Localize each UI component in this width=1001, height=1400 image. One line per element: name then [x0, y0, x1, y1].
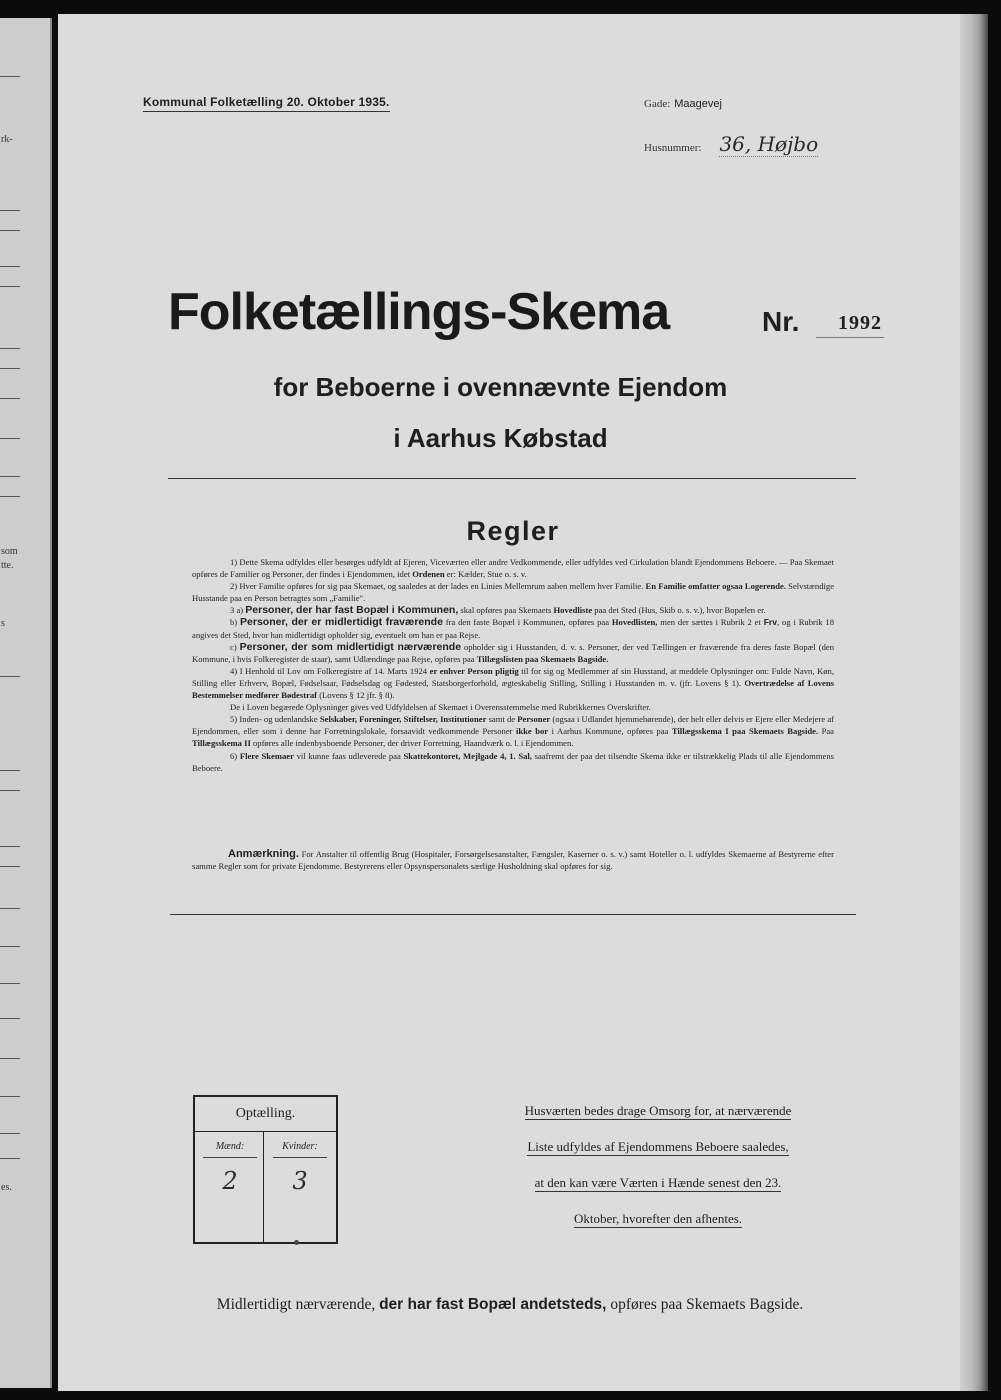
rule-3c: c) Personer, der som midlertidigt nærværende opholder sig i Husstanden, d. v. s. Personer, der ved Tællingen er fraværende fra deres faste Bopæl (den Kommune, i hvis Folkeregister de staar), samt Udlændinge paa Rejse, opføres paa Tillægslisten paa Skemaets Bagside.: [192, 640, 834, 664]
street-row: [644, 94, 722, 112]
notice-line: Liste udfyldes af Ejendommens Beboere saaledes,: [527, 1139, 789, 1154]
remark-body: For Anstalter til offentlig Brug (Hospitaler, Forsørgelsesanstalter, Fængsler, Kaserner o. s. v.) samt Hoteller o. l. udfyldes Skemaerne af Bestyrerne efter samme Regler som for private Ejendomme. Bestyrerens eller Opsynspersonalets særlige Husholdning skal opføres for sig.: [192, 849, 834, 872]
landlord-notice: [478, 1103, 838, 1247]
notice-line: Oktober, hvorefter den afhentes.: [573, 1211, 743, 1226]
form-number-value: 1992: [838, 312, 882, 334]
left-page-rule: [0, 983, 20, 984]
divider-top: [168, 478, 856, 479]
divider-bottom: [170, 914, 856, 915]
left-page-rule: [0, 1058, 20, 1059]
count-box-title: Optælling.: [195, 1097, 336, 1132]
left-page-rule: [0, 770, 20, 771]
women-label: Kvinder:: [282, 1141, 318, 1152]
house-number-value: 36, Højbo: [719, 132, 819, 156]
notice-line: Husværten bedes drage Omsorg for, at nærværende: [524, 1103, 792, 1118]
left-page-rule: [0, 908, 20, 909]
left-page-rule: [0, 266, 20, 267]
rule-2: 2) Hver Familie opføres for sig paa Skemaet, og saaledes at der lades en Linies Mellemrum aaben mellem hver Familie. En Familie omfatter ogsaa Logerende. Selvstændige Husstande paa en Person betragtes som „Familie".: [192, 581, 835, 604]
rule-1: 1) Dette Skema udfyldes eller besørges udfyldt af Ejeren, Viceværten eller andre Vedkommende, eller udfyldes ved Cirkulation blandt Ejendommens Beboere. — Paa Skemaet opføres de Familier og Personer, der findes i Ejendommen, idet Ordenen er: Kælder, Stue o. s. v.: [192, 557, 834, 580]
left-page-rule: [0, 946, 20, 947]
left-page-rule: [0, 1133, 20, 1134]
left-page-rule: [0, 1096, 20, 1097]
left-page-rule: [0, 210, 20, 211]
left-page-fragment: rk-: [1, 134, 13, 145]
footer-note: Midlertidigt nærværende, der har fast Bopæl andetsteds, opføres paa Skemaets Bagside.: [216, 1296, 804, 1313]
rules-heading: Regler: [466, 516, 560, 546]
house-number-row: [644, 132, 864, 156]
left-page-rule: [0, 476, 20, 477]
left-page-rule: [0, 230, 20, 231]
rule-6: 6) Flere Skemaer vil kunne faas udleverede paa Skattekontoret, Mejlgade 4, 1. Sal, saafremt der paa det tilsendte Skema ikke er tilstrækkelig Plads til alle Ejendommens Beboere.: [192, 750, 835, 773]
left-page-rule: [0, 368, 20, 369]
men-label: Mænd:: [215, 1141, 245, 1152]
left-page-edge: [0, 18, 52, 1388]
left-page-rule: [0, 846, 20, 847]
house-number-label: Husnummer:: [644, 142, 702, 154]
women-column: [265, 1131, 335, 1242]
form-subtitle-city: i Aarhus Købstad: [393, 423, 608, 453]
left-page-rule: [0, 790, 20, 791]
page-stack-edge: [960, 14, 988, 1391]
remark-label: Anmærkning.: [228, 848, 299, 860]
rule-4-note: De i Loven begærede Oplysninger gives ved Udfyldelsen af Skemaet i Overensstemmelse med Rubrikkernes Overskrifter.: [230, 702, 651, 713]
rule-3a: 3 a) Personer, der har fast Bopæl i Kommunen, skal opføres paa Skemaets Hovedliste paa det Sted (Hus, Skib o. s. v.), hvor Bopælen er.: [230, 604, 766, 617]
left-page-fragment: som: [1, 546, 18, 557]
women-label-underline: [273, 1157, 327, 1158]
count-box-divider: [263, 1131, 264, 1242]
left-page-rule: [0, 1018, 20, 1019]
left-page-fragment: es.: [1, 1182, 12, 1193]
women-count: 3: [292, 1167, 308, 1195]
left-page-rule: [0, 676, 20, 677]
census-title: Kommunal Folketælling 20. Oktober 1935.: [143, 95, 390, 112]
rule-4: 4) I Henhold til Lov om Folkeregistre af 14. Marts 1924 er enhver Person pligtig til for sig og Medlemmer af sin Husstand, at meddele Oplysninger om: Fulde Navn, Køn, Stilling eller Erhverv, Bopæl, Fødselsaar, Fødselsdag og Fødested, Statsborgerforhold, ægteskabelig Stilling, Stilling i Husstanden m. v. (jfr. Lovens § 1). Overtrædelse af Lovens Bestemmelser medfører Bødestraf (Lovens § 12 jfr. § 8).: [192, 665, 834, 701]
left-page-rule: [0, 76, 20, 77]
form-title: Folketællings-Skema: [168, 283, 670, 341]
men-label-underline: [203, 1157, 257, 1158]
street-label: Gade:: [644, 98, 671, 110]
rule-5: 5) Inden- og udenlandske Selskaber, Foreninger, Stiftelser, Institutioner samt de Personer (ogsaa i Udlandet hjemmehørende), der helt eller delvis er Ejere eller Medejere af Ejendommen, eller som i denne har Forretningslokale, forsaavidt vedkommende Personer ikke bor i Aarhus Kommune, opføres paa Tillægsskema I paa Skemaets Bagside. Paa Tillægsskema II opføres alle indenbysboende Personer, der driver Forretning, Haandværk o. l. i Ejendommen.: [192, 714, 834, 749]
rule-3b: b) Personer, der er midlertidigt fraværende fra den faste Bopæl i Kommunen, opføres paa Hovedlisten, men der sættes i Rubrik 2 et Frv, og i Rubrik 18 angives det Sted, hvor han midlertidigt opholder sig, eventuelt om han er paa Rejse.: [192, 616, 834, 640]
left-page-rule: [0, 348, 20, 349]
form-subtitle: for Beboerne i ovennævnte Ejendom: [273, 372, 728, 402]
street-value: Maagevej: [674, 98, 722, 110]
left-page-rule: [0, 286, 20, 287]
left-page-rule: [0, 496, 20, 497]
left-page-fragment: tte.: [1, 560, 14, 571]
left-page-fragment: s: [1, 618, 5, 629]
notice-line: at den kan være Værten i Hænde senest den 23.: [534, 1175, 782, 1190]
count-box: [193, 1095, 338, 1244]
form-number-label: Nr.: [762, 306, 800, 337]
form-number-underline: [816, 337, 884, 338]
men-column: [195, 1131, 265, 1242]
left-page-rule: [0, 1158, 20, 1159]
remark-text: [192, 848, 834, 872]
men-count: 2: [222, 1167, 238, 1195]
pin-hole: [294, 1240, 299, 1245]
rules-text: [192, 556, 834, 774]
left-page-rule: [0, 866, 20, 867]
